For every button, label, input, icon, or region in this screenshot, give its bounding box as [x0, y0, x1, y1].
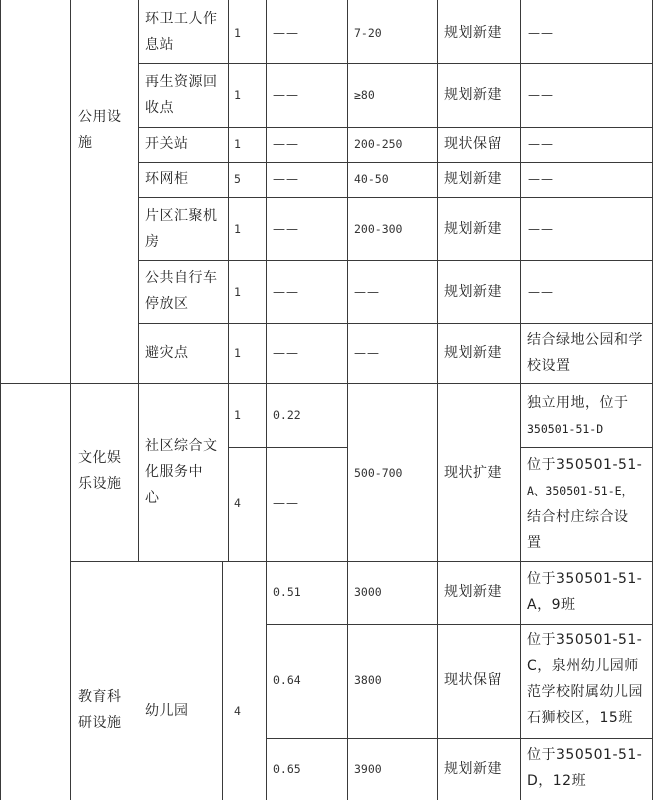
- cell-scale-r4: 40-50: [354, 172, 389, 186]
- col-line-name-e: [222, 561, 223, 800]
- cell-area-r5: ——: [273, 222, 299, 236]
- cell-scale-r1: 7-20: [354, 26, 382, 40]
- cell-count-c1: 1: [234, 408, 241, 422]
- cell-status-culture: 现状扩建: [444, 465, 502, 481]
- cell-name-r5: 片区汇聚机 房: [145, 208, 218, 250]
- cell-count-r6: 1: [234, 285, 241, 299]
- group-label-culture: 文化娱 乐设施: [78, 450, 122, 492]
- cell-name-r3: 开关站: [145, 136, 189, 152]
- cell-note-r5: ——: [528, 222, 554, 236]
- cell-area-r4: ——: [273, 172, 299, 186]
- cell-count-r7: 1: [234, 346, 241, 360]
- cell-note-r6: ——: [528, 285, 554, 299]
- col-line-scale-c: [347, 383, 348, 561]
- col-line-status: [437, 0, 438, 383]
- row-line-3: [138, 162, 653, 163]
- cell-note-c1: 独立用地，位于 350501-51-D: [527, 395, 629, 436]
- row-line-2: [138, 127, 653, 128]
- cell-name-r2: 再生资源回 收点: [145, 74, 218, 116]
- cell-status-r3: 现状保留: [444, 136, 502, 152]
- row-line-5: [138, 260, 653, 261]
- cell-note-r1: ——: [528, 26, 554, 40]
- cell-count-r2: 1: [234, 88, 241, 102]
- cell-scale-r3: 200-250: [354, 137, 403, 151]
- cell-note-e1: 位于350501-51- A，9班: [527, 571, 643, 613]
- cell-scale-e2: 3800: [354, 673, 382, 687]
- row-line-c1-a: [228, 447, 348, 448]
- col-line-note: [520, 0, 521, 383]
- cell-scale-e3: 3900: [354, 762, 382, 776]
- cell-count-r1: 1: [234, 26, 241, 40]
- group-label-education: 教育科 研设施: [78, 689, 122, 731]
- cell-scale-r5: 200-300: [354, 222, 403, 236]
- cell-status-e3: 规划新建: [444, 761, 502, 777]
- cell-name-education: 幼儿园: [145, 703, 189, 719]
- col-line-count: [228, 0, 229, 383]
- cell-count-c2: 4: [234, 496, 241, 510]
- cell-name-r6: 公共自行车 停放区: [145, 270, 218, 312]
- cell-area-e2: 0.64: [273, 673, 301, 687]
- row-line-c1-b: [520, 447, 653, 448]
- cell-scale-e1: 3000: [354, 585, 382, 599]
- cell-status-e1: 规划新建: [444, 584, 502, 600]
- cell-note-e2: 位于350501-51- C，泉州幼儿园师 范学校附属幼儿园 石狮校区，15班: [527, 632, 643, 726]
- section-line-public: [0, 383, 653, 384]
- cell-area-r3: ——: [273, 137, 299, 151]
- row-line-1: [138, 63, 653, 64]
- cell-status-r7: 规划新建: [444, 345, 502, 361]
- table-border-left: [0, 0, 1, 800]
- cell-status-r6: 规划新建: [444, 284, 502, 300]
- col-line-status-c: [437, 383, 438, 561]
- cell-status-e2: 现状保留: [444, 672, 502, 688]
- cell-count-r3: 1: [234, 137, 241, 151]
- cell-status-r1: 规划新建: [444, 25, 502, 41]
- cell-note-c2: 位于350501-51- A、350501-51-E， 结合村庄综合设 置: [527, 457, 643, 551]
- col-line-name-c: [138, 383, 139, 561]
- table-border-right: [652, 0, 653, 800]
- row-line-e2: [266, 738, 653, 739]
- cell-area-r7: ——: [273, 346, 299, 360]
- col-line-area-c: [266, 383, 267, 561]
- cell-count-education: 4: [234, 704, 241, 718]
- col-line-area: [266, 0, 267, 383]
- cell-status-r4: 规划新建: [444, 171, 502, 187]
- row-line-e1: [266, 624, 653, 625]
- cell-scale-r6: ——: [354, 285, 380, 299]
- cell-area-c1: 0.22: [273, 408, 301, 422]
- col-line-group: [70, 0, 71, 800]
- cell-name-r7: 避灾点: [145, 345, 189, 361]
- section-line-culture: [70, 561, 653, 562]
- col-line-count-e: [266, 561, 267, 800]
- col-line-scale: [347, 0, 348, 383]
- cell-note-r4: ——: [528, 172, 554, 186]
- cell-name-r4: 环网柜: [145, 171, 189, 187]
- cell-count-r4: 5: [234, 172, 241, 186]
- col-line-scale-e: [347, 561, 348, 800]
- cell-name-r1: 环卫工人作 息站: [145, 11, 218, 53]
- cell-area-r2: ——: [273, 88, 299, 102]
- cell-note-e3: 位于350501-51- D，12班: [527, 747, 643, 789]
- cell-scale-r7: ——: [354, 346, 380, 360]
- cell-scale-r2: ≥80: [354, 88, 375, 102]
- cell-name-culture: 社区综合文 化服务中 心: [145, 438, 218, 506]
- cell-area-c2: ——: [273, 496, 299, 510]
- cell-area-e1: 0.51: [273, 585, 301, 599]
- cell-note-r3: ——: [528, 137, 554, 151]
- cell-note-r2: ——: [528, 88, 554, 102]
- cell-note-r7: 结合绿地公园和学 校设置: [527, 332, 643, 374]
- cell-count-r5: 1: [234, 222, 241, 236]
- col-line-name: [138, 0, 139, 383]
- col-line-count-c: [228, 383, 229, 561]
- group-label-public: 公用设 施: [78, 109, 122, 151]
- cell-scale-culture: 500-700: [354, 466, 403, 480]
- col-line-status-e: [437, 561, 438, 800]
- row-line-6: [138, 323, 653, 324]
- cell-area-r1: ——: [273, 26, 299, 40]
- cell-area-r6: ——: [273, 285, 299, 299]
- cell-status-r5: 规划新建: [444, 221, 502, 237]
- cell-area-e3: 0.65: [273, 762, 301, 776]
- row-line-4: [138, 197, 653, 198]
- cell-status-r2: 规划新建: [444, 87, 502, 103]
- col-line-note-e: [520, 561, 521, 800]
- col-line-note-c: [520, 383, 521, 561]
